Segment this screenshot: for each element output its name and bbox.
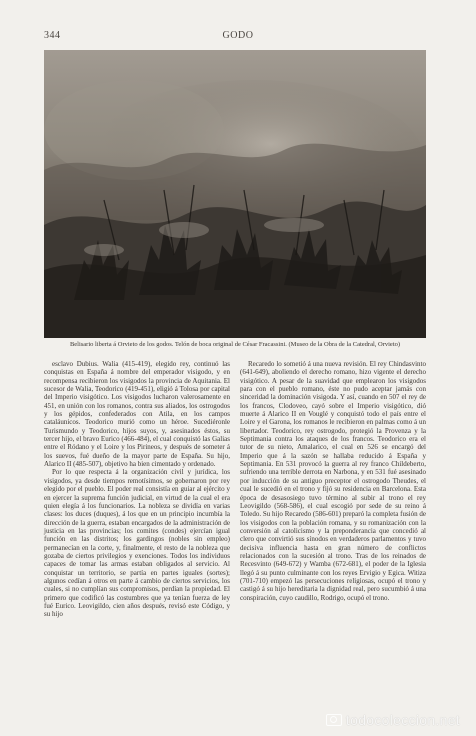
running-title: GODO [222,30,254,41]
left-column [44,360,230,619]
battle-painting-image [44,50,426,338]
watermark-text: todocoleccion.net [345,712,460,728]
battle-painting-plate [44,50,426,338]
paragraph: Recaredo lo sometió á una nueva revisión. El rey Chindasvinto (641-649), aboliendo el derecho romano, hizo vigente el derecho visigótico. A pesar de la suavidad que emplearon los visigodos para con el pueblo romano, éste no pudo aceptar jamás con sinceridad la dominación visigoda. Y así, cuando en 507 el rey de los francos, Clodoveo, cayó sobre el Imperio visigótico, dió muerte á Alarico II en Vouglé y conquistó todo el país entre el Loire y el Garona, los romanos le recibieron en palmas como á un libertador. Teodorico, rey ostrogodo, protegió la Provenza y la Septimania contra los ataques de los francos. Teodorico era el tutor de su nieto, Amalarico, el cual en 526 se encargó del Imperio que á la sazón se hallaba reducido á España y Septimania. En 531 provocó la guerra al rey franco Childeberto, sufriendo una terrible derrota en Narbona, y en 531 fué asesinado por inducción de su antiguo preceptor el ostrogodo Theudes, el cual le sucedió en el trono y fijó su residencia en Barcelona. Esta época de desasosiego tuvo término al subir al trono el rey Leovigildo (568-586), el cual escogió por sede de su reino á Toledo. Su hijo Recaredo (586-601) preparó la completa fusión de los visigodos con la población romana, y su romanización con la conversión al catolicismo y la preponderancia que concedió al clero que convirtió sus sínodos en verdaderos parlamentos y tuvo decisiva influencia hasta en gran número de conflictos relacionados con la sucesión al trono. Tras de los reinados de Recesvinto (649-672) y Wamba (672-681), el poder de la Iglesia llegó á su punto culminante con los reyes Ervigio y Egica. Witiza (701-710) empezó las persecuciones religiosas, ocupó el trono y castigó á su hijo hereditaria la dignidad real, pero sucumbió á una conspiración, cuyo caudillo, Rodrigo, ocupó el trono. [240,360,426,602]
article-body [44,360,426,680]
watermark [326,712,460,728]
plate-caption: Belisario liberta á Orvieto de los godos. Telón de boca original de César Fracassini. (Museo de la Obra de la Catedral, Orvieto) [69,341,401,348]
camera-icon [326,714,342,726]
paragraph: esclavo Dubius. Walia (415-419), elegido rey, continuó las conquistas en España á nombre del emperador visigodo, y en recompensa recibieron los visigodos la provincia de Aquitania. El sucesor de Walia, Teodorico (419-451), eligió á Tolosa por capital del Imperio visigótico. Los visigodos lucharon valerosamente en 451, en unión con los romanos, contra sus aliados, los ostrogodos y los gépidos, confederados con Atila, en los campos cataláunicos. Teodorico murió como un héroe. Sucediéronle Turismundo y Teodorico, hijos suyos, y, asesinados éstos, su tercer hijo, el bravo Eurico (466-484), el cual conquistó las Galias entre el Ródano y el Loire y los Pirineos, y después de someter á los suevos, fué dueño de la mayor parte de España. Su hijo, Alarico II (485-507), objetivo ha bien cimentado y ordenado. [44,360,230,469]
paragraph: Por lo que respecta á la organización civil y jurídica, los visigodos, ya desde tiempos remotísimos, se gobernaron por rey elegido por el pueblo. El poder real consistía en guiar al ejército y en ejercer la suprema función judicial, en virtud de la cual el era quien elegía á los funcionarios. La nobleza se dividía en varias clases: los duces (duques), á los que en un principio incumbía la dirección de la guerra, estaban encargados de la administración de justicia en las provincias; los comites (condes) ejercían igual función en las distritos; los gardingos (nobles sin empleo) permanecían en la corte, y, finalmente, el resto de la nobleza que gozaba de ciertos privilegios y exenciones. Todos los individuos capaces de tomar las armas estaban obligados al servicio. Al conquistar un territorio, se partía en partes iguales (sortes); algunos cedían á otros en parte á cambio de ciertos servicios, los cuales, si no cumplían sus compromisos, perdían la propiedad. El primero que codificó las costumbres que ya tenían fuerza de ley fué Eurico. Leovigildo, cien años después, revisó este Código, y su hijo [44,468,230,619]
page-number: 344 [44,30,61,41]
right-column [240,360,426,602]
page-header [44,30,432,44]
